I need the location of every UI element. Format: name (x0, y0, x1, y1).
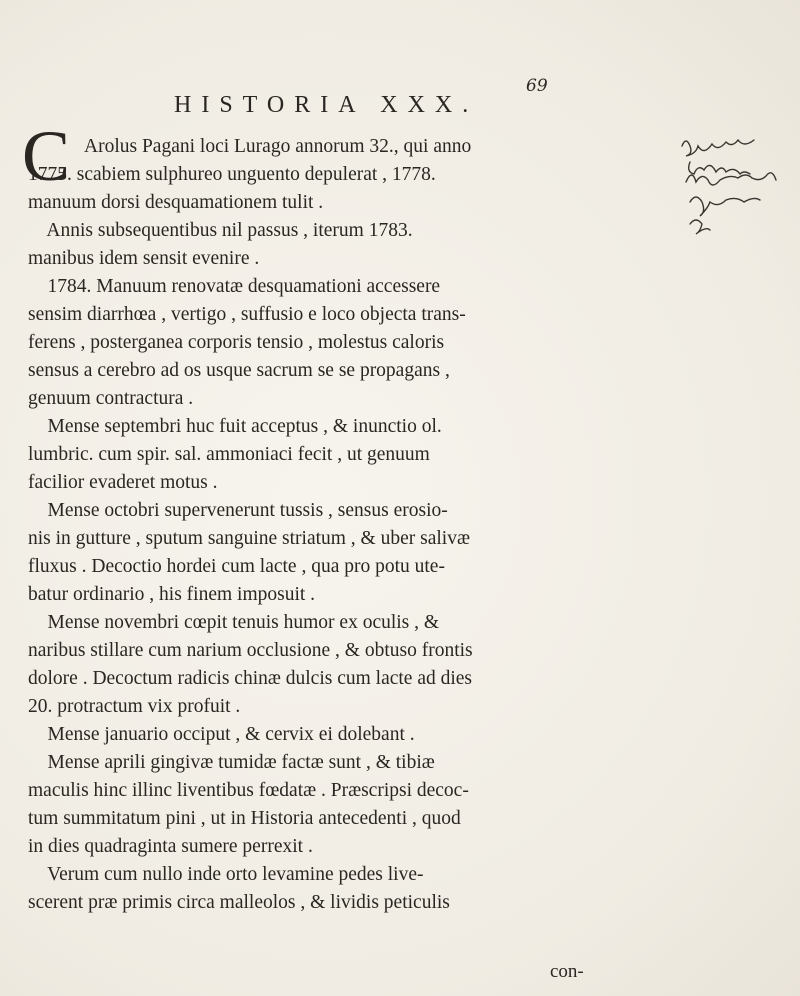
text-line: sensus a cerebro ad os usque sacrum se se propagans , (28, 360, 450, 381)
handwriting-scribble-icon (672, 132, 794, 262)
text-line: batur ordinario , his finem imposuit . (28, 584, 316, 605)
catchword: con- (550, 961, 584, 982)
text-line: 1784. Manuum renovatæ desquamationi accessere (28, 276, 441, 297)
text-line: lumbric. cum spir. sal. ammoniaci fecit , ut genuum (28, 444, 430, 465)
text-line: Mense novembri cœpit tenuis humor ex oculis , & (28, 612, 440, 633)
text-line: Mense septembri huc fuit acceptus , & inunctio ol. (28, 416, 442, 437)
drop-cap: C (22, 116, 71, 196)
text-line: manibus idem sensit evenire . (28, 248, 260, 269)
text-line: Mense aprili gingivæ tumidæ factæ sunt , & tibiæ (28, 752, 435, 773)
text-line: naribus stillare cum narium occlusione , & obtuso frontis (28, 640, 473, 661)
text-line: genuum contractura . (28, 388, 194, 409)
text-line: dolore . Decoctum radicis chinæ dulcis cum lacte ad dies (28, 668, 473, 689)
text-line: 20. protractum vix profuit . (28, 696, 241, 717)
text-line: maculis hinc illinc liventibus fœdatæ . Præscripsi decoc- (28, 780, 469, 801)
handwritten-margin-note (672, 132, 794, 262)
running-head: HISTORIA XXX. (174, 92, 479, 118)
text-line: sensim diarrhœa , vertigo , suffusio e loco objecta trans- (28, 304, 466, 325)
text-line: fluxus . Decoctio hordei cum lacte , qua pro potu ute- (28, 556, 445, 577)
text-line: facilior evaderet motus . (28, 472, 218, 493)
text-line: Annis subsequentibus nil passus , iterum 1783. (28, 220, 413, 241)
text-line: in dies quadraginta sumere perrexit . (28, 836, 313, 857)
text-line: Mense octobri supervenerunt tussis , sensus erosio- (28, 500, 448, 521)
page-number: 69 (526, 76, 548, 96)
text-line: scerent præ primis circa malleolos , & lividis peticulis (28, 892, 450, 913)
text-line: tum summitatum pini , ut in Historia antecedenti , quod (28, 808, 461, 829)
text-line: ferens , posterganea corporis tensio , molestus caloris (28, 332, 445, 353)
text-line: Mense januario occiput , & cervix ei dolebant . (28, 724, 415, 745)
text-line: 1775. scabiem sulphureo unguento depulerat , 1778. (28, 164, 436, 185)
text-line: manuum dorsi desquamationem tulit . (28, 192, 324, 213)
text-line: nis in gutture , sputum sanguine striatum , & uber salivæ (28, 528, 470, 549)
text-line: Verum cum nullo inde orto levamine pedes live- (28, 864, 424, 885)
text-line: Arolus Pagani loci Lurago annorum 32., qui anno (84, 136, 472, 157)
